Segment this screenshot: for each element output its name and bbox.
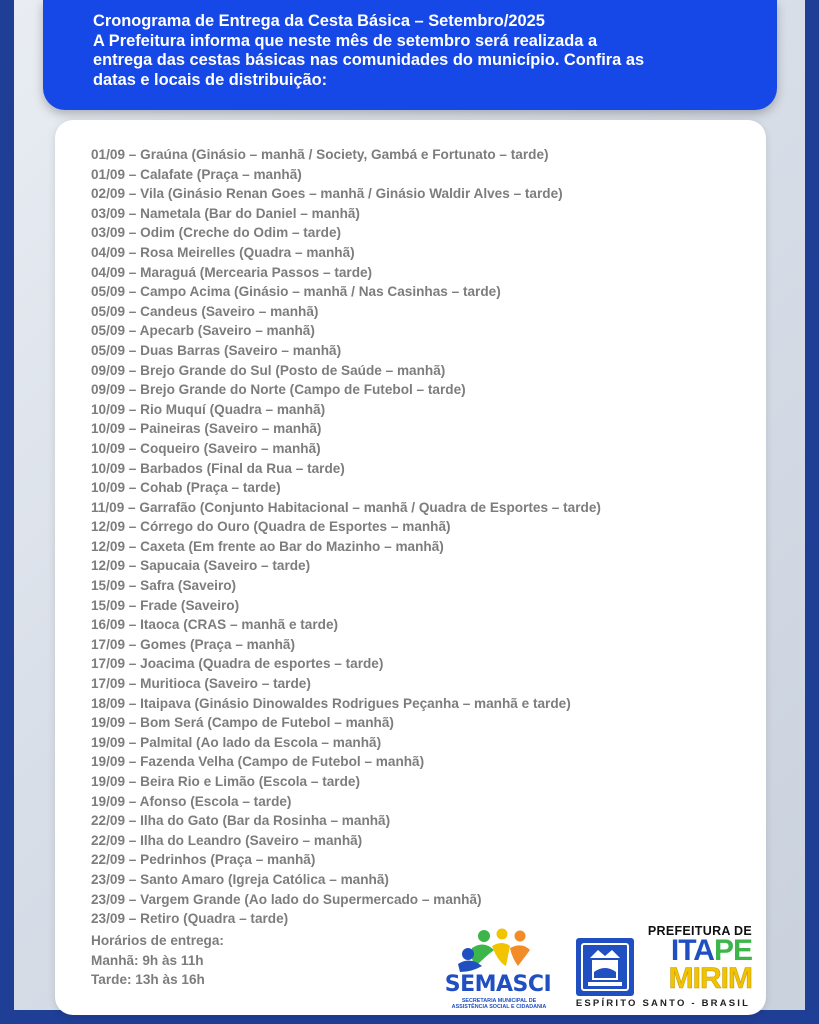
schedule-item: 16/09 – Itaoca (CRAS – manhã e tarde) <box>91 617 339 633</box>
semasci-logo <box>436 926 560 1016</box>
schedule-item: 15/09 – Frade (Saveiro) <box>91 597 240 613</box>
schedule-item: 17/09 – Gomes (Praça – manhã) <box>91 636 296 652</box>
prefeitura-mirim: MIRIM <box>668 962 752 995</box>
schedule-item: 02/09 – Vila (Ginásio Renan Goes – manhã / Ginásio Waldir Alves – tarde) <box>91 186 563 202</box>
schedule-item: 12/09 – Córrego do Ouro (Quadra de Esportes – manhã) <box>91 519 451 535</box>
intro-line: entrega das cestas básicas nas comunidades do município. Confira as <box>93 51 645 69</box>
schedule-item: 12/09 – Sapucaia (Saveiro – tarde) <box>91 558 311 574</box>
intro-line: A Prefeitura informa que neste mês de setembro será realizada a <box>93 31 598 50</box>
schedule-item: 04/09 – Maraguá (Mercearia Passos – tarde) <box>91 264 373 280</box>
schedule-item: 01/09 – Graúna (Ginásio – manhã / Society, Gambá e Fortunato – tarde) <box>91 147 549 162</box>
schedule-item: 18/09 – Itaipava (Ginásio Dinowaldes Rodrigues Peçanha – manhã e tarde) <box>91 695 571 711</box>
schedule-item: 19/09 – Bom Será (Campo de Futebol – manhã) <box>91 715 394 731</box>
schedule-item: 03/09 – Nametala (Bar do Daniel – manhã) <box>91 205 360 221</box>
schedule-item: 10/09 – Cohab (Praça – tarde) <box>91 480 281 496</box>
schedule-item: 10/09 – Rio Muquí (Quadra – manhã) <box>91 401 326 417</box>
page-title: Cronograma de Entrega da Cesta Básica – Setembro/2025 <box>93 12 545 30</box>
schedule-item: 23/09 – Retiro (Quadra – tarde) <box>91 911 289 927</box>
schedule-item: 22/09 – Ilha do Gato (Bar da Rosinha – manhã) <box>91 813 391 829</box>
schedule-item: 05/09 – Campo Acima (Ginásio – manhã / Nas Casinhas – tarde) <box>91 284 501 300</box>
schedule-item: 05/09 – Candeus (Saveiro – manhã) <box>91 303 319 319</box>
schedule-item: 19/09 – Afonso (Escola – tarde) <box>91 793 292 809</box>
schedule-list <box>91 145 731 929</box>
schedule-item: 10/09 – Paineiras (Saveiro – manhã) <box>91 421 322 437</box>
schedule-item: 09/09 – Brejo Grande do Norte (Campo de Futebol – tarde) <box>91 382 466 398</box>
schedule-item: 17/09 – Muritioca (Saveiro – tarde) <box>91 676 311 692</box>
schedule-item: 04/09 – Rosa Meirelles (Quadra – manhã) <box>91 244 355 260</box>
hours-morning: Manhã: 9h às 11h <box>91 952 204 968</box>
schedule-item: 10/09 – Barbados (Final da Rua – tarde) <box>91 460 345 476</box>
prefeitura-logo <box>574 924 752 1012</box>
intro-line: datas e locais de distribuição: <box>93 70 328 89</box>
schedule-item: 10/09 – Coqueiro (Saveiro – manhã) <box>91 440 321 456</box>
schedule-item: 09/09 – Brejo Grande do Sul (Posto de Saúde – manhã) <box>91 362 446 378</box>
delivery-hours <box>91 931 224 990</box>
prefeitura-label: PREFEITURA DE <box>647 924 752 938</box>
schedule-item: 11/09 – Garrafão (Conjunto Habitacional – manhã / Quadra de Esportes – tarde) <box>91 499 601 515</box>
header-banner <box>43 0 777 110</box>
schedule-item: 23/09 – Vargem Grande (Ao lado do Supermercado – manhã) <box>91 891 482 907</box>
schedule-item: 05/09 – Apecarb (Saveiro – manhã) <box>91 323 315 339</box>
schedule-item: 22/09 – Pedrinhos (Praça – manhã) <box>91 852 316 868</box>
schedule-item: 15/09 – Safra (Saveiro) <box>91 578 237 594</box>
semasci-figures-icon <box>436 926 560 974</box>
semasci-name: SEMASCI <box>444 972 552 997</box>
schedule-item: 12/09 – Caxeta (Em frente ao Bar do Mazinho – manhã) <box>91 538 444 554</box>
schedule-item: 01/09 – Calafate (Praça – manhã) <box>91 166 302 182</box>
schedule-item: 19/09 – Beira Rio e Limão (Escola – tarde) <box>91 774 360 789</box>
schedule-item: 19/09 – Palmital (Ao lado da Escola – manhã) <box>91 734 382 750</box>
schedule-item: 23/09 – Santo Amaro (Igreja Católica – manhã) <box>91 871 389 887</box>
schedule-item: 22/09 – Ilha do Leandro (Saveiro – manhã) <box>91 832 363 848</box>
city-crest-icon <box>576 938 634 996</box>
semasci-subtitle-line: ASSISTÊNCIA SOCIAL E CIDADANIA <box>451 1004 547 1011</box>
logo-ita-text: ITA <box>670 934 714 967</box>
schedule-item: 05/09 – Duas Barras (Saveiro – manhã) <box>91 342 342 358</box>
logo-pe-text: PE <box>713 934 752 967</box>
hours-afternoon: Tarde: 13h às 16h <box>91 972 205 988</box>
schedule-item: 19/09 – Fazenda Velha (Campo de Futebol – manhã) <box>91 754 425 770</box>
schedule-item: 03/09 – Odim (Creche do Odim – tarde) <box>91 225 342 241</box>
hours-title: Horários de entrega: <box>91 933 224 948</box>
schedule-item: 17/09 – Joacima (Quadra de esportes – tarde) <box>91 656 384 672</box>
prefeitura-state: ESPÍRITO SANTO - BRASIL <box>575 998 751 1009</box>
semasci-subtitle <box>440 998 558 1010</box>
semasci-subtitle-line: SECRETARIA MUNICIPAL DE <box>461 998 537 1004</box>
